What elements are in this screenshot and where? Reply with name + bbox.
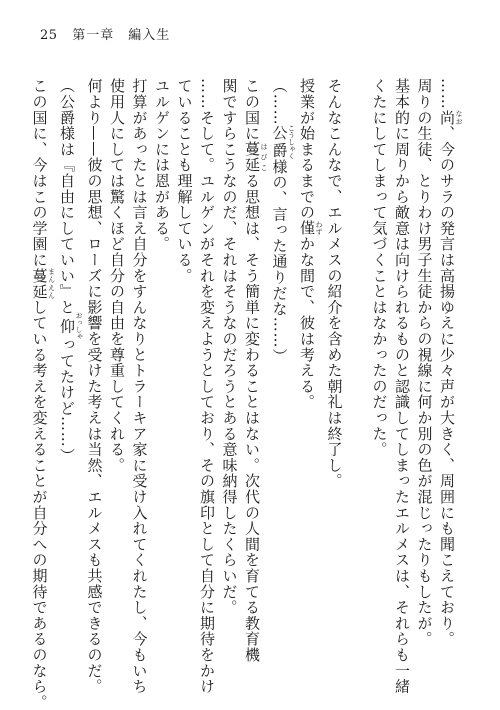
text-line: 周りの生徒、とりわけ男子生徒からの視線に何か別の色が混じったりもしたが。	[415, 78, 434, 647]
ruby-gloss: 僅 わず	[298, 220, 323, 237]
text-line: 授業が始まるまでの僅 わずかな間で、彼は考える。	[298, 78, 323, 410]
text-line: ……そして。ユルゲンがそれを変えようとしており、その旗印として自分に期待をかけ	[198, 78, 216, 695]
text-line: （公爵様は『自由にしていい』と仰 おっしゃってたけど……）	[58, 78, 83, 464]
ruby-gloss: 蔓延 まんえん	[30, 267, 56, 300]
ruby-gloss: 蔓延 はびこ	[243, 141, 268, 173]
body-text	[28, 78, 463, 710]
text-line: 打算があったとは言え自分をすんなりとトラーキア家に受け入れてくれたし、今もいち	[130, 78, 149, 695]
chapter-title: 第一章 編入生	[72, 28, 171, 43]
text-line: そんなこんなで、エルメスの紹介を含めた朝礼は終了し。	[325, 78, 344, 489]
ruby-gloss: 尚 なお	[438, 109, 463, 126]
text-line: 何より——彼の思想、ローズに影響を受けた考えは当然、エルメスも共感できるのだ。	[85, 78, 104, 695]
ruby-gloss: 仰 おっしゃ	[58, 312, 83, 340]
text-line: ていることも理解している。	[175, 78, 194, 284]
page-number: 25	[40, 28, 58, 43]
text-line: くたにしてしまって気づくことはなかったのだった。	[370, 78, 389, 458]
running-header	[40, 24, 170, 43]
ruby-gloss: 公爵 こうしゃく	[270, 124, 296, 160]
text-line: （……公爵 こうしゃく様の、言った通りだな……）	[270, 78, 296, 365]
text-line: 使用人にしては驚くほど自分の自由を尊重してくれる。	[108, 78, 126, 473]
text-line: 基本的に周りから敵意は向けられるものと認識してしまったエルメスは、それらも一緒	[393, 78, 411, 695]
text-line: この国に、今はこの学園に蔓延 まんえんしている考えを変えることが自分への期待であるのなら。	[30, 78, 56, 710]
text-line: ……尚 なお、今のサラの発言は高揚ゆえに少々声が大きく、周囲にも聞こえており。	[438, 78, 463, 647]
text-line: ユルゲンには恩がある。	[153, 78, 171, 252]
text-line: この国に蔓延 はびこる思想は、そう簡単に変わることはない。次代の人間を育てる教育機	[243, 78, 268, 663]
text-line: 関ですらこうなのだ、それはそうなのだろうとある意味納得したくらいだ。	[220, 78, 239, 616]
